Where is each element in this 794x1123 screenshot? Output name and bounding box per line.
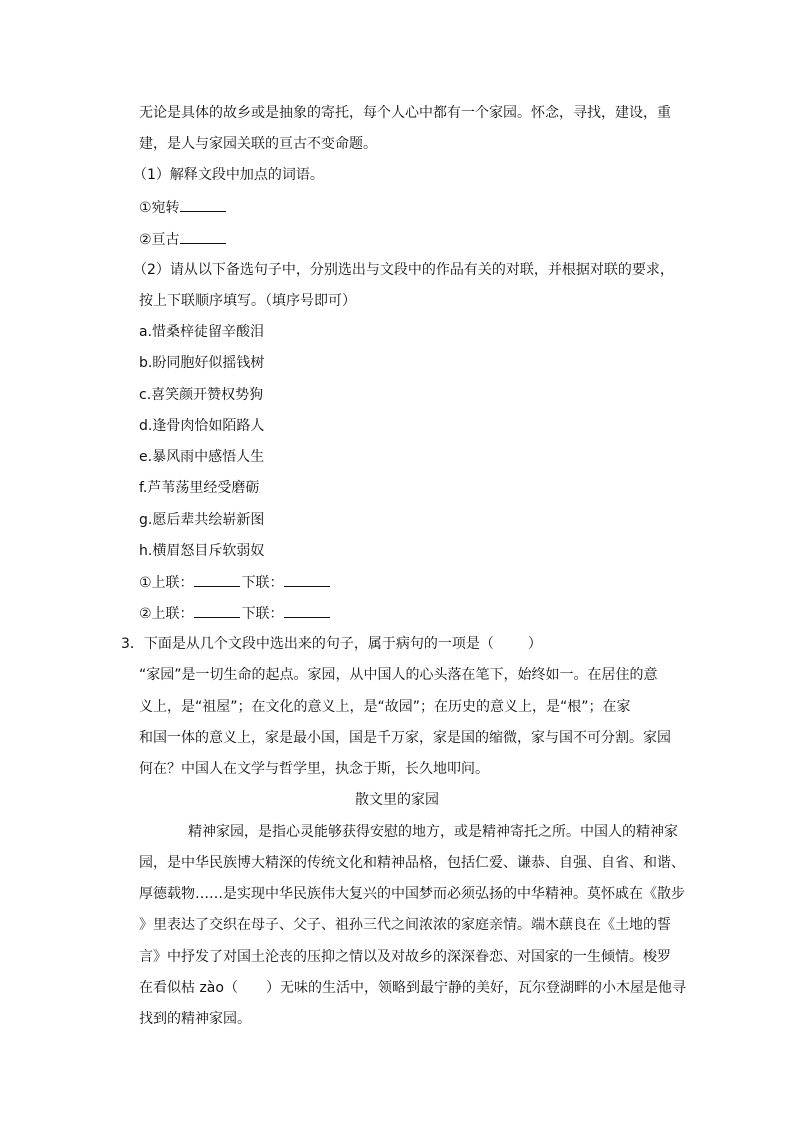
essay-title: 散文里的家园 — [355, 792, 439, 808]
upper-blank[interactable] — [194, 603, 240, 618]
upper-label: ②上联： — [139, 606, 194, 622]
passage-line: 和国一体的意义上，家是最小国，国是千万家，家是国的缩微，家与国不可分割。家园 — [139, 730, 671, 746]
essay-line: 》里表达了交织在母子、父子、祖孙三代之间浓浓的家庭亲情。端木蕻良在《土地的誓 — [139, 917, 671, 933]
option-item: g.愿后辈共绘崭新图 — [139, 512, 265, 528]
question-2-prompt: 按上下联顺序填写。（填序号即可） — [139, 293, 356, 309]
stem-text: 3．下面是从几个文段中选出来的句子，属于病句的一项是（ — [121, 636, 494, 652]
passage-line: 何在？中国人在文学与哲学里，执念于斯，长久地叩问。 — [139, 761, 489, 777]
question-2-prompt: （2）请从以下备选句子中，分别选出与文段中的作品有关的对联，并根据对联的要求， — [133, 262, 674, 278]
passage-line: “家园”是一切生命的起点。家园，从中国人的心头落在笔下，始终如一。在居住的意 — [139, 667, 658, 683]
item-label: ②亘古 — [139, 232, 180, 248]
essay-line: 精神家园，是指心灵能够获得安慰的地方，或是精神寄托之所。中国人的精神家 — [188, 824, 678, 840]
answer-blank[interactable] — [180, 197, 226, 212]
option-item: b.盼同胞好似摇钱树 — [139, 355, 265, 371]
upper-label: ①上联： — [139, 575, 194, 591]
question-1-item — [139, 229, 226, 250]
question-1-prompt: （1）解释文段中加点的词语。 — [133, 167, 324, 183]
question-1-item — [139, 197, 226, 218]
essay-line: 言》中抒发了对国土沦丧的压抑之情以及对故乡的深深眷恋、对国家的一生倾情。梭罗 — [139, 949, 671, 965]
question-3-stem — [121, 634, 542, 654]
lower-label: 下联： — [241, 575, 284, 591]
answer-blank[interactable] — [180, 229, 226, 244]
stem-close: ） — [527, 636, 542, 652]
option-item: a.惜桑梓徒留辛酸泪 — [139, 324, 265, 340]
passage-line: 无论是具体的故乡或是抽象的寄托，每个人心中都有一个家园。怀念，寻找，建设，重 — [139, 105, 671, 121]
option-item: c.喜笑颜开赞权势狗 — [139, 387, 264, 403]
option-item: h.横眉怒目斥软弱奴 — [139, 543, 265, 559]
essay-line: 园，是中华民族博大精深的传统文化和精神品格，包括仁爱、谦恭、自强、自省、和谐、 — [139, 855, 685, 871]
option-item: e.暴风雨中感悟人生 — [139, 449, 265, 465]
answer-line — [139, 603, 332, 624]
essay-line: 厚德载物……是实现中华民族伟大复兴的中国梦而必须弘扬的中华精神。莫怀戚在《散步 — [139, 886, 685, 902]
passage-line: 义上，是“祖屋”；在文化的意义上，是“故园”；在历史的意义上，是“根”；在家 — [139, 699, 631, 715]
lower-blank[interactable] — [284, 572, 330, 587]
lower-label: 下联： — [241, 606, 284, 622]
answer-line — [139, 572, 332, 593]
lower-blank[interactable] — [284, 603, 330, 618]
upper-blank[interactable] — [194, 572, 240, 587]
essay-line: 在看似枯 zào（ ）无味的生活中，领略到最宁静的美好，瓦尔登湖畔的小木屋是他寻 — [139, 980, 686, 996]
item-label: ①宛转 — [139, 200, 180, 216]
option-item: d.逢骨肉恰如陌路人 — [139, 418, 265, 434]
essay-line: 找到的精神家园。 — [139, 1011, 251, 1027]
passage-line: 建，是人与家园关联的亘古不变命题。 — [139, 136, 377, 152]
option-item: f.芦苇荡里经受磨砺 — [139, 480, 260, 496]
